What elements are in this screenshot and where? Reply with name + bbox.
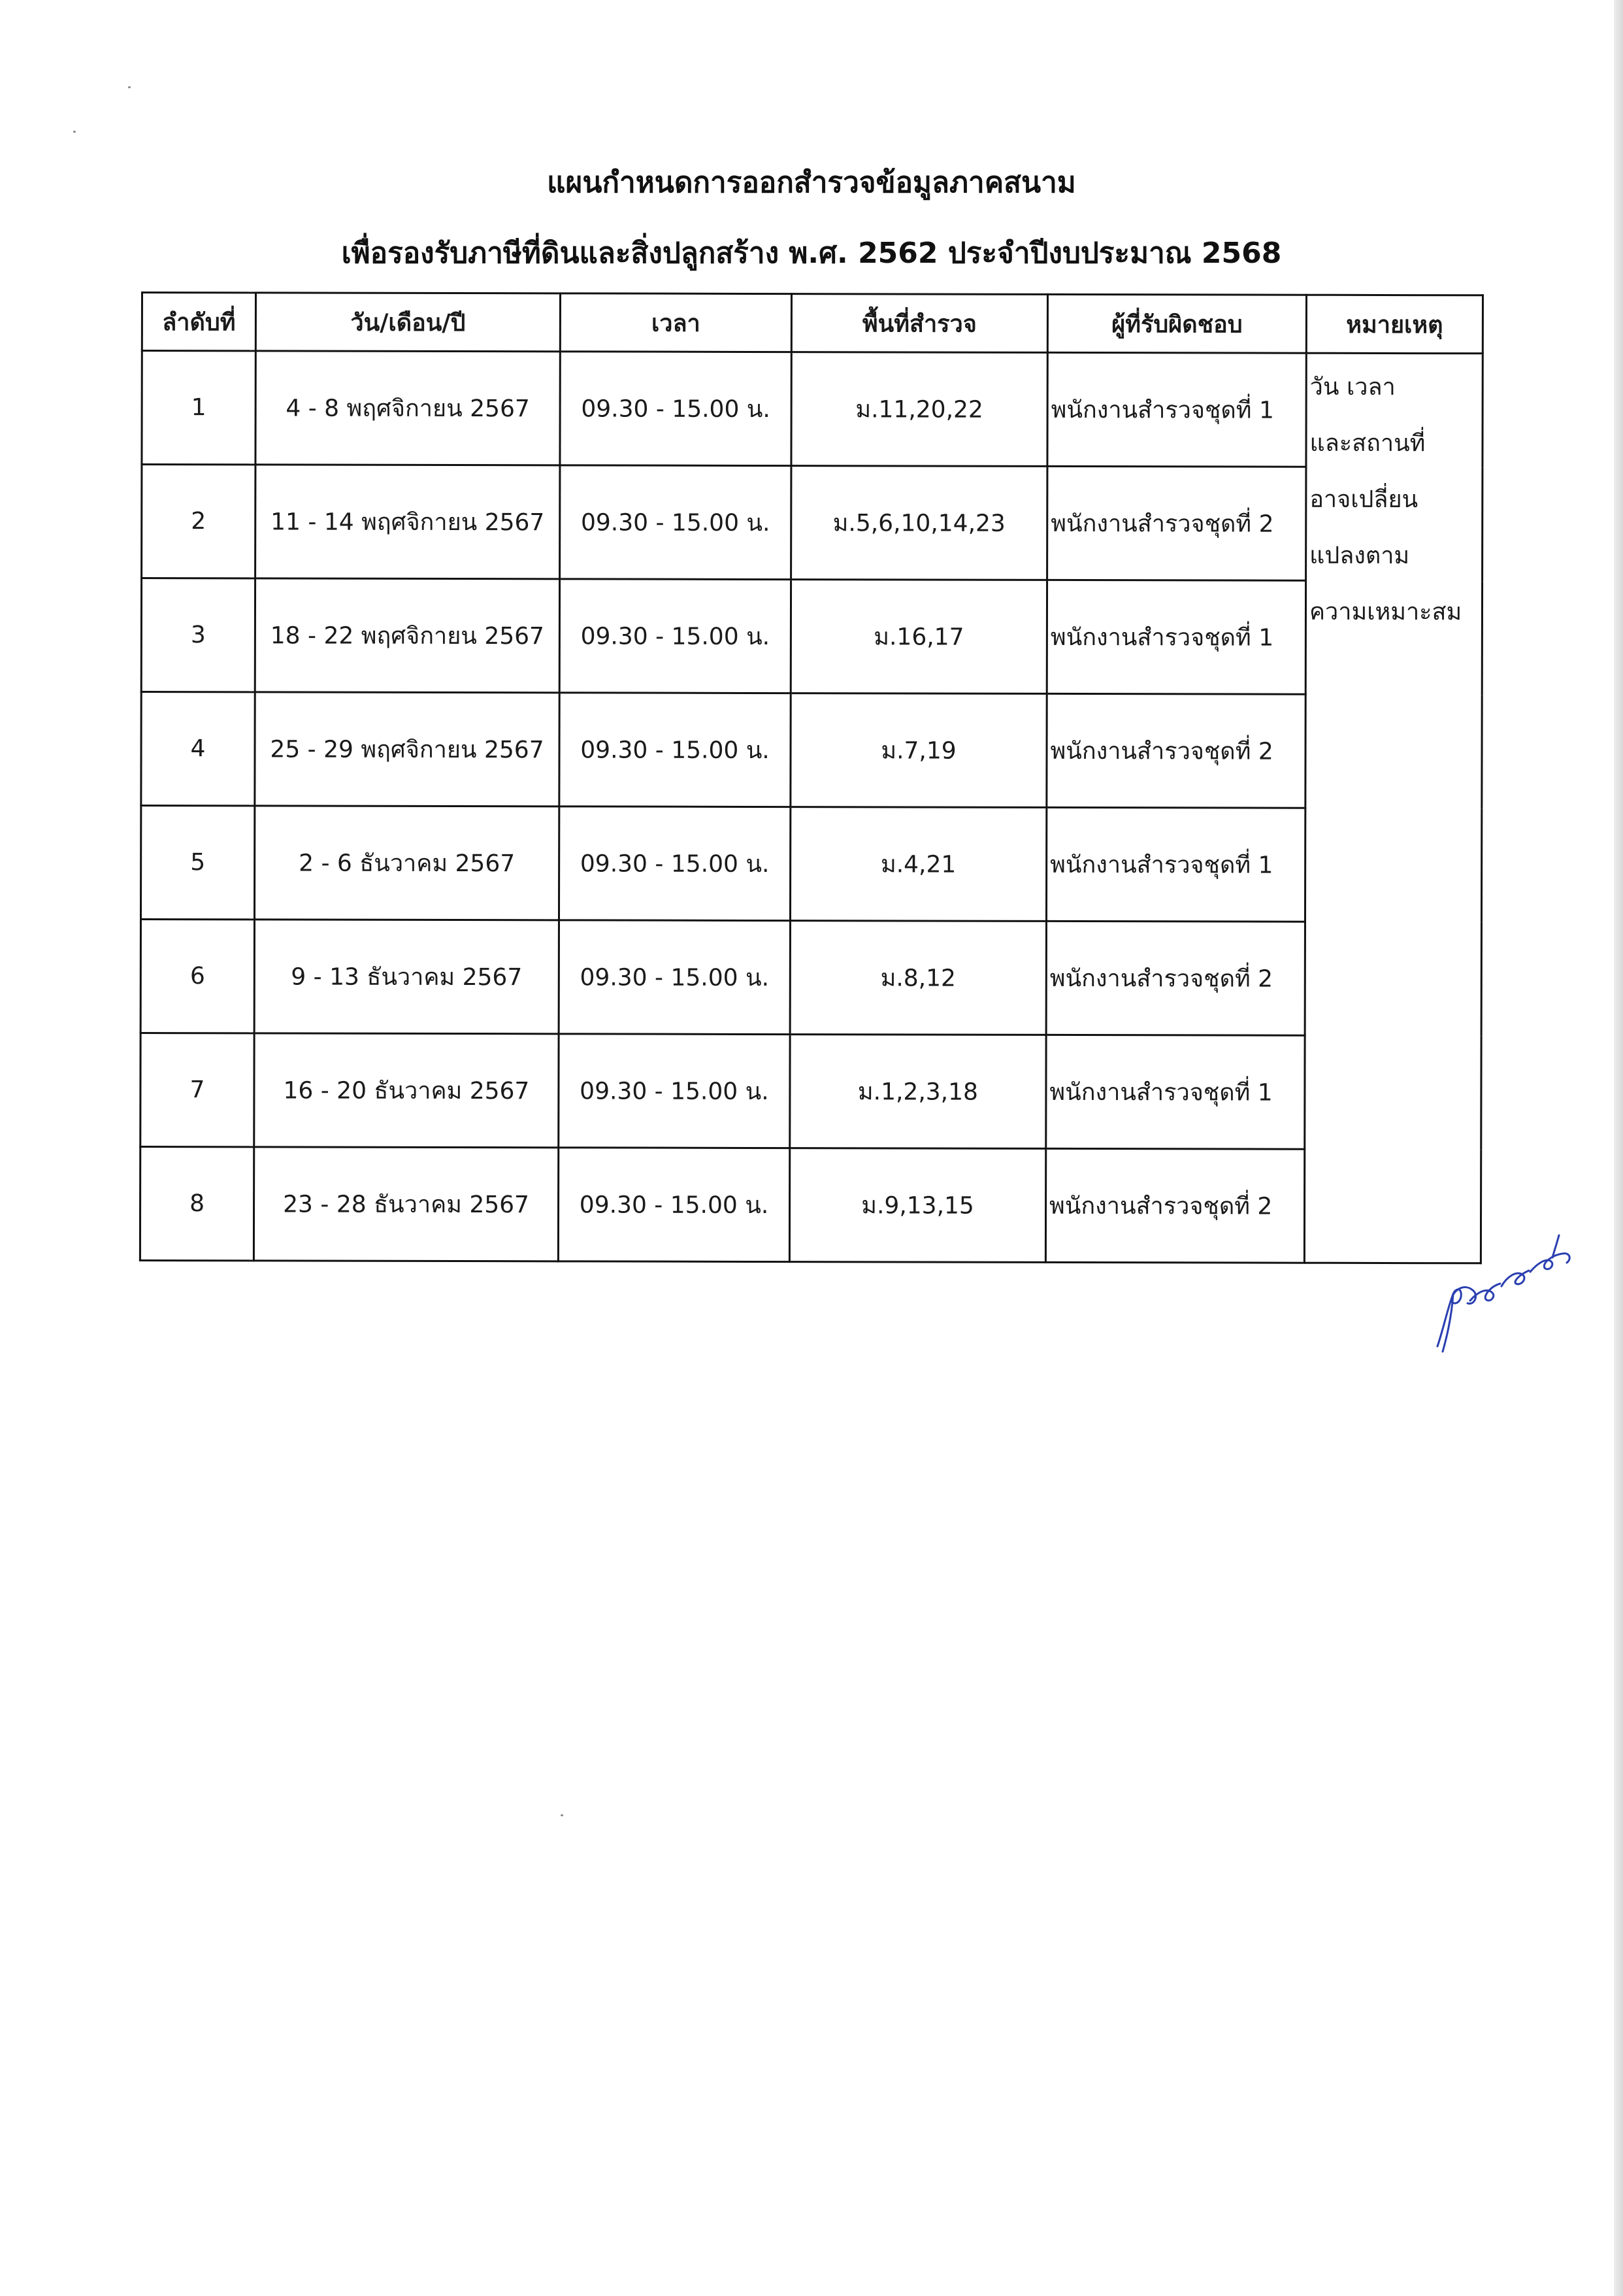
cell-no: 6 [140, 920, 254, 1033]
handwritten-signature [1424, 1229, 1581, 1359]
table-row [140, 1147, 1481, 1263]
cell-area: ม.8,12 [790, 921, 1046, 1035]
table-header-row [142, 293, 1483, 354]
cell-date: 11 - 14 พฤศจิกายน 2567 [255, 465, 560, 579]
cell-no: 5 [140, 806, 254, 920]
header-area: พื้นที่สำรวจ [791, 294, 1047, 353]
document-subtitle: เพื่อรองรับภาษีที่ดินและสิ่งปลูกสร้าง พ.ศ. 2562 ประจำปีงบประมาณ 2568 [341, 237, 1282, 270]
cell-date: 16 - 20 ธันวาคม 2567 [254, 1033, 559, 1148]
cell-area: ม.5,6,10,14,23 [791, 466, 1047, 580]
header-responsible: ผู้ที่รับผิดชอบ [1047, 294, 1306, 353]
scan-speck [73, 131, 76, 133]
header-remarks: หมายเหตุ [1306, 295, 1483, 354]
survey-schedule-table [139, 291, 1484, 1264]
table-row [140, 920, 1481, 1036]
cell-time: 09.30 - 15.00 น. [559, 579, 791, 693]
table-row [142, 465, 1483, 581]
scan-speck [128, 86, 131, 88]
cell-no: 1 [142, 351, 255, 465]
scan-page-edge [1614, 0, 1623, 2296]
cell-responsible: พนักงานสำรวจชุดที่ 1 [1047, 580, 1305, 694]
cell-date: 9 - 13 ธันวาคม 2567 [254, 920, 559, 1034]
remarks-line: และสถานที่ [1309, 429, 1426, 458]
cell-responsible: พนักงานสำรวจชุดที่ 1 [1046, 807, 1305, 922]
cell-date: 4 - 8 พฤศจิกายน 2567 [255, 351, 560, 465]
cell-time: 09.30 - 15.00 น. [559, 693, 791, 807]
cell-no: 2 [142, 465, 255, 578]
cell-responsible: พนักงานสำรวจชุดที่ 2 [1047, 693, 1305, 808]
cell-responsible: พนักงานสำรวจชุดที่ 1 [1047, 352, 1306, 467]
header-no: ลำดับที่ [142, 293, 255, 351]
scan-speck [561, 1814, 563, 1816]
table-row [142, 351, 1483, 467]
cell-time: 09.30 - 15.00 น. [559, 920, 790, 1035]
remarks-line: แปลงตาม [1309, 542, 1410, 570]
table-row [140, 1033, 1481, 1150]
cell-date: 18 - 22 พฤศจิกายน 2567 [255, 578, 559, 693]
cell-responsible: พนักงานสำรวจชุดที่ 2 [1047, 466, 1306, 580]
cell-time: 09.30 - 15.00 น. [560, 465, 791, 580]
document-title: แผนกำหนดการออกสำรวจข้อมูลภาคสนาม [547, 166, 1076, 199]
header-time: เวลา [560, 293, 791, 352]
cell-time: 09.30 - 15.00 น. [560, 352, 791, 466]
cell-area: ม.9,13,15 [789, 1148, 1045, 1263]
cell-no: 7 [140, 1033, 254, 1147]
cell-date: 25 - 29 พฤศจิกายน 2567 [255, 692, 559, 807]
table-row [141, 692, 1482, 808]
remarks-line: ความเหมาะสม [1309, 598, 1462, 626]
cell-responsible: พนักงานสำรวจชุดที่ 1 [1046, 1035, 1305, 1149]
cell-time: 09.30 - 15.00 น. [559, 807, 790, 921]
cell-area: ม.4,21 [790, 807, 1046, 922]
cell-area: ม.16,17 [791, 580, 1047, 694]
cell-responsible: พนักงานสำรวจชุดที่ 2 [1045, 1148, 1304, 1263]
cell-area: ม.11,20,22 [791, 352, 1047, 467]
table-row [140, 806, 1481, 922]
cell-time: 09.30 - 15.00 น. [559, 1034, 790, 1148]
cell-no: 4 [141, 692, 255, 806]
cell-no: 3 [141, 578, 255, 692]
cell-date: 2 - 6 ธันวาคม 2567 [254, 806, 559, 920]
header-date: วัน/เดือน/ปี [255, 293, 560, 352]
cell-area: ม.7,19 [791, 693, 1047, 808]
cell-responsible: พนักงานสำรวจชุดที่ 2 [1046, 921, 1305, 1035]
remarks-line: วัน เวลา [1309, 373, 1396, 401]
cell-no: 8 [140, 1147, 254, 1261]
cell-date: 23 - 28 ธันวาคม 2567 [254, 1147, 558, 1261]
remarks-cell [1304, 353, 1483, 1263]
cell-area: ม.1,2,3,18 [790, 1035, 1046, 1149]
table-row [141, 578, 1482, 695]
remarks-line: อาจเปลี่ยน [1309, 486, 1418, 514]
cell-time: 09.30 - 15.00 น. [558, 1148, 789, 1262]
